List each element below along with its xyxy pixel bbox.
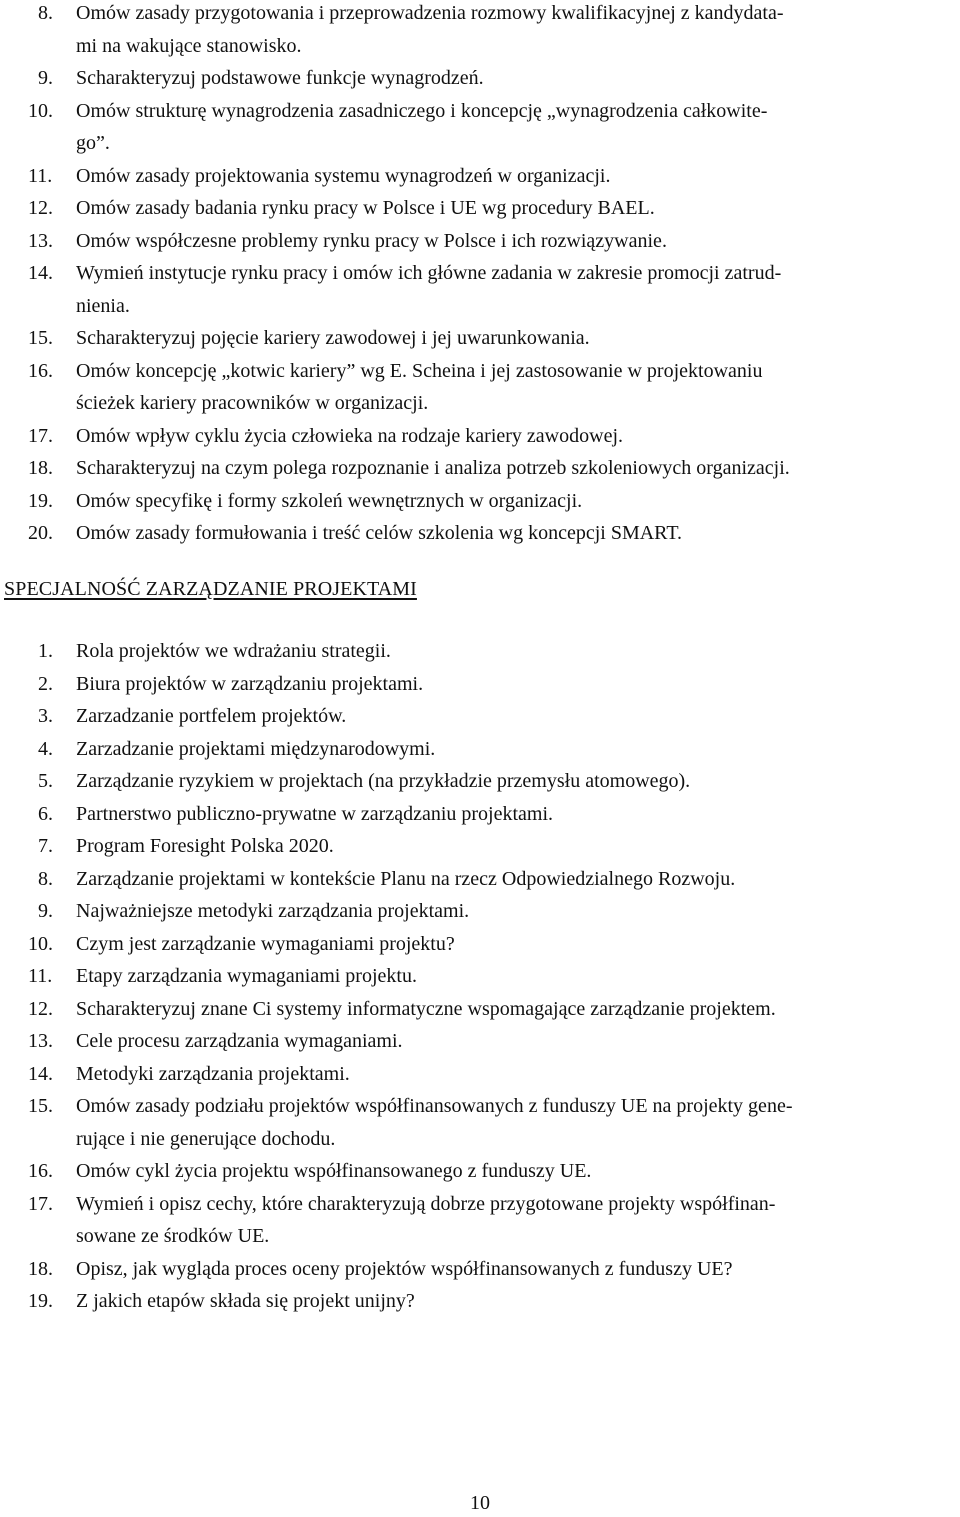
list-item bbox=[0, 733, 960, 766]
list-item bbox=[0, 895, 960, 928]
item-number: 6. bbox=[38, 802, 53, 825]
list-item bbox=[0, 1285, 960, 1318]
list-item bbox=[0, 322, 960, 355]
item-text-line: Omów strukturę wynagrodzenia zasadniczego i koncepcję „wynagrodzenia całkowite- bbox=[76, 99, 768, 122]
item-number: 15. bbox=[28, 327, 53, 349]
item-text-line: Metodyki zarządzania projektami. bbox=[76, 1062, 350, 1085]
list-item bbox=[0, 485, 960, 518]
page-number: 10 bbox=[470, 1492, 490, 1514]
item-number: 8. bbox=[38, 867, 53, 890]
list-item bbox=[0, 765, 960, 798]
item-text-line: Wymień instytucje rynku pracy i omów ich główne zadania w zakresie promocji zatrud- bbox=[76, 262, 782, 284]
item-text-line: Zarzadzanie projektami międzynarodowymi. bbox=[76, 737, 436, 760]
item-number: 8. bbox=[38, 2, 53, 24]
item-number: 17. bbox=[28, 424, 53, 447]
item-number: 5. bbox=[38, 770, 53, 792]
item-text-line: mi na wakujące stanowisko. bbox=[76, 34, 302, 57]
item-number: 12. bbox=[28, 997, 53, 1020]
item-text-line: Opisz, jak wygląda proces oceny projektów współfinansowanych z funduszy UE? bbox=[76, 1257, 733, 1280]
list-item bbox=[0, 1058, 960, 1091]
list-item bbox=[0, 993, 960, 1026]
item-text-line: Zarzadzanie portfelem projektów. bbox=[76, 705, 347, 727]
list-item bbox=[0, 452, 960, 485]
item-text-line: Omów zasady badania rynku pracy w Polsce i UE wg procedury BAEL. bbox=[76, 197, 655, 219]
item-number: 17. bbox=[28, 1192, 53, 1215]
item-number: 18. bbox=[28, 1257, 53, 1280]
item-text-line: Omów zasady podziału projektów współfinansowanych z funduszy UE na projekty gene- bbox=[76, 1095, 793, 1117]
item-text-line: Wymień i opisz cechy, które charakteryzują dobrze przygotowane projekty współfinan- bbox=[76, 1192, 776, 1215]
list-item bbox=[0, 62, 960, 95]
item-number: 3. bbox=[38, 705, 53, 727]
list-item bbox=[0, 928, 960, 961]
item-number: 1. bbox=[38, 640, 53, 662]
item-text-line: Program Foresight Polska 2020. bbox=[76, 835, 334, 857]
item-number: 13. bbox=[28, 1030, 53, 1052]
list-item bbox=[0, 1155, 960, 1188]
item-number: 13. bbox=[28, 229, 53, 252]
section-heading: SPECJALNOŚĆ ZARZĄDZANIE PROJEKTAMI bbox=[4, 578, 417, 600]
item-number: 10. bbox=[28, 932, 53, 955]
item-text-line: Z jakich etapów składa się projekt unijny? bbox=[76, 1290, 415, 1312]
item-text-line: Biura projektów w zarządzaniu projektami. bbox=[76, 672, 424, 695]
item-text-line: Scharakteryzuj podstawowe funkcje wynagrodzeń. bbox=[76, 67, 484, 89]
item-number: 19. bbox=[28, 1290, 53, 1312]
list-item bbox=[0, 635, 960, 668]
item-number: 2. bbox=[38, 672, 53, 695]
list-item bbox=[0, 1025, 960, 1058]
list-item bbox=[0, 355, 960, 420]
list-item bbox=[0, 257, 960, 322]
item-text-line: Scharakteryzuj na czym polega rozpoznanie i analiza potrzeb szkoleniowych organizacji. bbox=[76, 457, 790, 479]
item-text-line: Omów cykl życia projektu współfinansowanego z funduszy UE. bbox=[76, 1160, 592, 1182]
item-text-line: Partnerstwo publiczno-prywatne w zarządzaniu projektami. bbox=[76, 802, 554, 825]
item-number: 12. bbox=[28, 197, 53, 219]
list-item bbox=[0, 1090, 960, 1155]
item-number: 4. bbox=[38, 737, 53, 760]
item-text-line: Scharakteryzuj pojęcie kariery zawodowej i jej uwarunkowania. bbox=[76, 327, 590, 349]
item-number: 20. bbox=[28, 522, 53, 544]
item-number: 16. bbox=[28, 359, 53, 382]
item-text-line: rujące i nie generujące dochodu. bbox=[76, 1127, 336, 1150]
item-text-line: Omów koncepcję „kotwic kariery” wg E. Scheina i jej zastosowanie w projektowaniu bbox=[76, 359, 763, 382]
list-item bbox=[0, 830, 960, 863]
list-item bbox=[0, 1253, 960, 1286]
item-text-line: Omów wpływ cyklu życia człowieka na rodzaje kariery zawodowej. bbox=[76, 424, 624, 447]
item-text-line: Czym jest zarządzanie wymaganiami projektu? bbox=[76, 932, 455, 955]
item-number: 9. bbox=[38, 900, 53, 922]
item-text-line: Rola projektów we wdrażaniu strategii. bbox=[76, 640, 391, 662]
item-number: 18. bbox=[28, 457, 53, 479]
item-number: 19. bbox=[28, 489, 53, 512]
list-item bbox=[0, 95, 960, 160]
item-number: 15. bbox=[28, 1095, 53, 1117]
list-item bbox=[0, 192, 960, 225]
item-text-line: sowane ze środków UE. bbox=[76, 1225, 270, 1247]
list-item bbox=[0, 517, 960, 550]
item-text-line: Omów zasady formułowania i treść celów szkolenia wg koncepcji SMART. bbox=[76, 522, 683, 544]
list-item bbox=[0, 160, 960, 193]
item-number: 14. bbox=[28, 262, 53, 284]
list-item bbox=[0, 225, 960, 258]
item-number: 11. bbox=[28, 164, 53, 187]
item-text-line: nienia. bbox=[76, 294, 130, 317]
list-item bbox=[0, 668, 960, 701]
list-item bbox=[0, 960, 960, 993]
item-text-line: Omów zasady projektowania systemu wynagrodzeń w organizacji. bbox=[76, 164, 611, 187]
item-text-line: Zarządzanie ryzykiem w projektach (na przykładzie przemysłu atomowego). bbox=[76, 770, 691, 792]
question-list-section-a bbox=[0, 0, 960, 550]
list-item bbox=[0, 0, 960, 62]
item-number: 11. bbox=[28, 965, 53, 987]
item-text-line: Cele procesu zarządzania wymaganiami. bbox=[76, 1030, 403, 1052]
item-text-line: ścieżek kariery pracowników w organizacji. bbox=[76, 392, 429, 414]
item-number: 7. bbox=[38, 835, 53, 857]
list-item bbox=[0, 700, 960, 733]
item-number: 9. bbox=[38, 67, 53, 89]
item-number: 10. bbox=[28, 99, 53, 122]
item-number: 14. bbox=[28, 1062, 53, 1085]
item-text-line: Najważniejsze metodyki zarządzania projektami. bbox=[76, 900, 470, 922]
list-item bbox=[0, 1188, 960, 1253]
list-item bbox=[0, 798, 960, 831]
item-text-line: Scharakteryzuj znane Ci systemy informatyczne wspomagające zarządzanie projektem. bbox=[76, 997, 776, 1020]
list-item bbox=[0, 420, 960, 453]
item-text-line: go”. bbox=[76, 132, 110, 154]
question-list-section-b bbox=[0, 635, 960, 1318]
item-text-line: Etapy zarządzania wymaganiami projektu. bbox=[76, 965, 417, 987]
item-number: 16. bbox=[28, 1160, 53, 1182]
item-text-line: Omów współczesne problemy rynku pracy w Polsce i ich rozwiązywanie. bbox=[76, 229, 667, 252]
item-text-line: Omów zasady przygotowania i przeprowadzenia rozmowy kwalifikacyjnej z kandydata- bbox=[76, 2, 784, 24]
list-item bbox=[0, 863, 960, 896]
item-text-line: Zarządzanie projektami w kontekście Planu na rzecz Odpowiedzialnego Rozwoju. bbox=[76, 867, 736, 890]
item-text-line: Omów specyfikę i formy szkoleń wewnętrznych w organizacji. bbox=[76, 489, 583, 512]
